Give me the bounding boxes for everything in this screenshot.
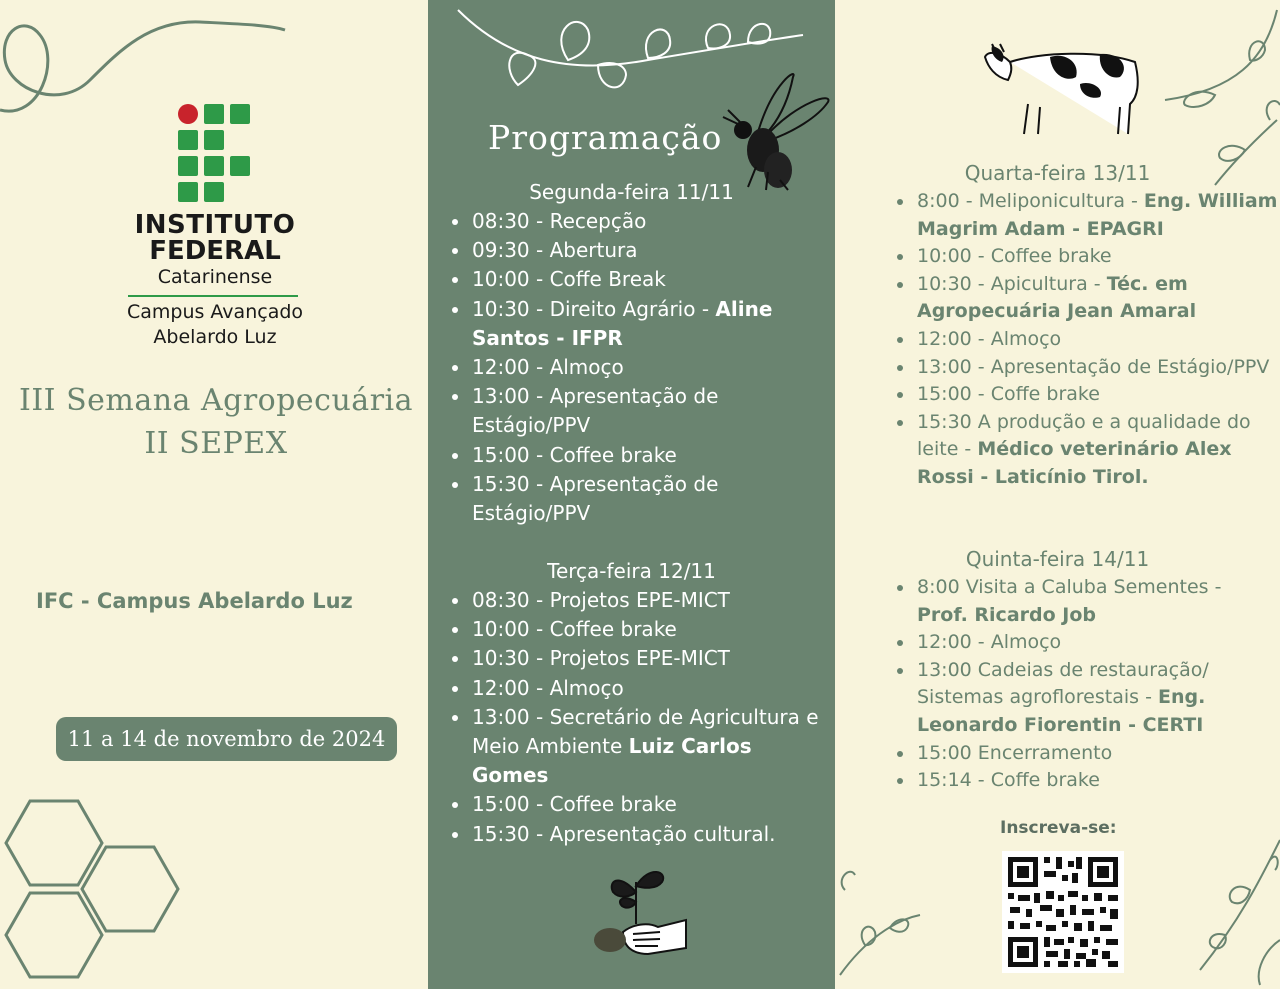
list-item: 10:00 - Coffe Break (448, 265, 828, 294)
leaf-branch-icon (1180, 820, 1280, 989)
ifc-logo-icon (178, 104, 250, 200)
schedule-list-tuesday (448, 586, 828, 849)
list-item: 15:30 A produção e a qualidade do leite - Médico veterinário Alex Rossi - Laticínio Tirol. (893, 409, 1278, 492)
list-item: 12:00 - Almoço (448, 674, 828, 703)
schedule-list-monday (448, 207, 828, 528)
hexagon-icon (0, 795, 190, 985)
list-item: 13:00 - Apresentação de Estágio/PPV (448, 382, 828, 440)
list-item: 13:00 - Secretário de Agricultura e Meio Ambiente Luiz Carlos Gomes (448, 703, 828, 791)
list-item: 08:30 - Recepção (448, 207, 828, 236)
event-venue: IFC - Campus Abelardo Luz (36, 589, 353, 613)
list-item: 10:00 - Coffee brake (448, 615, 828, 644)
bee-icon (718, 62, 833, 192)
leaf-branch-icon (835, 860, 925, 980)
list-item: 15:00 - Coffee brake (448, 790, 828, 819)
campus-line-1: Campus Avançado (126, 301, 304, 323)
left-panel (0, 0, 428, 989)
right-panel (835, 0, 1280, 989)
list-item: 10:30 - Projetos EPE-MICT (448, 644, 828, 673)
day-heading-monday: Segunda-feira 11/11 (529, 180, 734, 204)
list-item: 15:30 - Apresentação de Estágio/PPV (448, 470, 828, 528)
program-panel (428, 0, 835, 989)
list-item: 15:00 - Coffe brake (893, 381, 1278, 409)
hand-sprout-icon (588, 862, 693, 960)
logo-divider (128, 295, 298, 297)
schedule-list-wednesday (893, 188, 1278, 492)
logo-line-instituto: INSTITUTO (134, 210, 296, 240)
schedule-list-thursday (893, 574, 1278, 795)
logo-line-federal: FEDERAL (149, 236, 281, 266)
program-title: Programação (488, 118, 723, 157)
cow-icon (980, 22, 1150, 140)
day-heading-thursday: Quinta-feira 14/11 (965, 547, 1150, 571)
campus-line-2: Abelardo Luz (153, 326, 277, 348)
swirl-decoration-icon (0, 0, 300, 140)
event-dates-badge: 11 a 14 de novembro de 2024 (56, 717, 397, 761)
list-item: 10:30 - Apicultura - Téc. em Agropecuária Jean Amaral (893, 271, 1278, 326)
list-item: 15:00 Encerramento (893, 740, 1278, 768)
list-item: 8:00 Visita a Caluba Sementes - Prof. Ricardo Job (893, 574, 1278, 629)
list-item: 15:00 - Coffee brake (448, 441, 828, 470)
logo-line-catarinense: Catarinense (157, 266, 273, 288)
list-item: 10:00 - Coffee brake (893, 243, 1278, 271)
day-heading-tuesday: Terça-feira 12/11 (547, 559, 716, 583)
registration-label: Inscreva-se: (1000, 818, 1117, 838)
list-item: 09:30 - Abertura (448, 236, 828, 265)
list-item: 08:30 - Projetos EPE-MICT (448, 586, 828, 615)
list-item: 10:30 - Direito Agrário - Aline Santos - IFPR (448, 295, 828, 353)
event-title-line-1: III Semana Agropecuária (18, 383, 414, 418)
list-item: 13:00 - Apresentação de Estágio/PPV (893, 354, 1278, 382)
qr-code-icon[interactable] (1002, 851, 1124, 973)
list-item: 8:00 - Meliponicultura - Eng. William Magrim Adam - EPAGRI (893, 188, 1278, 243)
day-heading-wednesday: Quarta-feira 13/11 (964, 161, 1151, 185)
list-item: 15:30 - Apresentação cultural. (448, 820, 828, 849)
event-title-line-2: II SEPEX (144, 426, 288, 461)
list-item: 12:00 - Almoço (448, 353, 828, 382)
list-item: 12:00 - Almoço (893, 326, 1278, 354)
list-item: 13:00 Cadeias de restauração/ Sistemas agroflorestais - Eng. Leonardo Fiorentin - CERTI (893, 657, 1278, 740)
list-item: 15:14 - Coffe brake (893, 767, 1278, 795)
campus-name (110, 300, 320, 350)
list-item: 12:00 - Almoço (893, 629, 1278, 657)
